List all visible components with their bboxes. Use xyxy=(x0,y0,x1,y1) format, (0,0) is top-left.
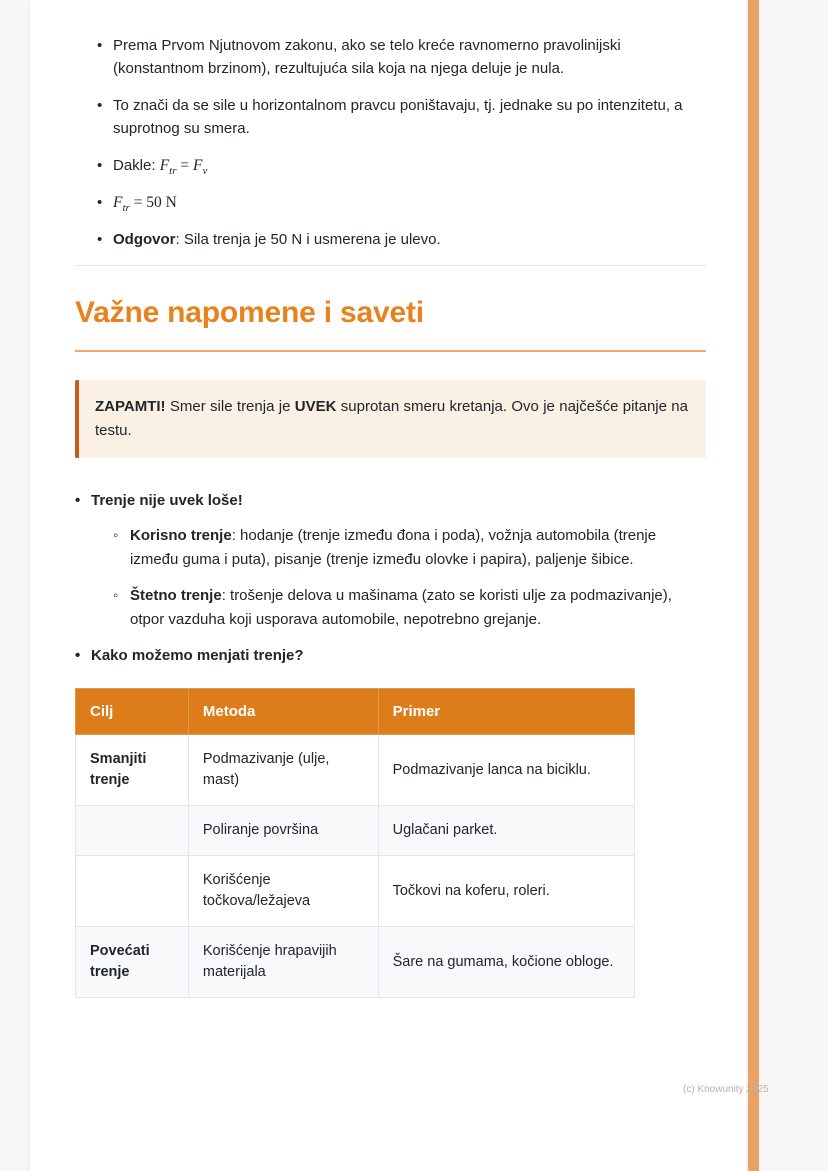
list-item xyxy=(75,489,706,631)
copyright-note: (c) Knowunity 2025 xyxy=(683,1084,769,1095)
answer-label: Odgovor xyxy=(113,231,176,248)
math-value: = 50 N xyxy=(129,194,177,211)
remember-callout xyxy=(75,380,706,458)
table-cell-primer: Uglačani parket. xyxy=(378,806,634,856)
table-cell-metoda: Podmazivanje (ulje, mast) xyxy=(188,735,378,806)
tip-title: Kako možemo menjati trenje? xyxy=(91,647,304,664)
list-item xyxy=(113,584,706,631)
bullet-text: Dakle: xyxy=(113,157,160,174)
sub-tips-list xyxy=(91,524,706,631)
table-row xyxy=(76,735,635,806)
side-accent-bar xyxy=(748,0,759,1171)
title-underline xyxy=(75,350,706,352)
table-cell-metoda: Korišćenje hrapavijih materijala xyxy=(188,927,378,998)
callout-text: suprotan smeru kretanja. Ovo je najčešće pitanje na testu. xyxy=(95,398,688,439)
answer-text: : Sila trenja je 50 N i usmerena je ulevo. xyxy=(175,231,441,248)
list-item xyxy=(96,228,706,251)
table-cell-cilj xyxy=(76,856,189,927)
table-cell-metoda: Korišćenje točkova/ležajeva xyxy=(188,856,378,927)
table-cell-primer: Točkovi na koferu, roleri. xyxy=(378,856,634,927)
table-header-row xyxy=(76,689,635,735)
table-cell-cilj xyxy=(76,806,189,856)
column-header-metoda: Metoda xyxy=(188,689,378,735)
table-row xyxy=(76,856,635,927)
list-item xyxy=(96,154,706,177)
solution-bullet-list xyxy=(96,34,706,251)
bullet-text: To znači da se sile u horizontalnom pravcu poništavaju, tj. jednake su po intenzitetu, a suprotnog su smera. xyxy=(113,97,683,137)
math-formula: $F_{tr}$ xyxy=(159,157,177,178)
table-cell-primer: Podmazivanje lanca na biciklu. xyxy=(378,735,634,806)
term-text: : hodanje (trenje između đona i poda), vožnja automobila (trenje između guma i puta), pisanje (trenje između olovke i papira), paljenje šibice. xyxy=(130,527,657,568)
callout-keyword: UVEK xyxy=(294,398,337,415)
table-row xyxy=(76,927,635,998)
list-item xyxy=(113,524,706,571)
callout-text: Smer sile trenja je xyxy=(165,398,295,415)
table-cell-metoda: Poliranje površina xyxy=(188,806,378,856)
section-divider xyxy=(75,265,706,266)
tip-title: Trenje nije uvek loše! xyxy=(91,492,243,509)
table-cell-cilj: Povećati trenje xyxy=(76,927,189,998)
math-equals: = xyxy=(176,157,193,174)
friction-methods-table xyxy=(75,688,635,998)
list-item xyxy=(96,34,706,80)
bullet-text: Prema Prvom Njutnovom zakonu, ako se telo kreće ravnomerno pravolinijski (konstantnom brzinom), rezultujuća sila koja na njega deluje je nula. xyxy=(113,37,621,77)
column-header-cilj: Cilj xyxy=(76,689,189,735)
term-label: Korisno trenje xyxy=(130,527,232,544)
math-formula: $F_v$ xyxy=(193,157,208,178)
table-cell-cilj: Smanjiti trenje xyxy=(76,735,189,806)
table-row xyxy=(76,806,635,856)
table-cell-primer: Šare na gumama, kočione obloge. xyxy=(378,927,634,998)
term-text: : trošenje delova u mašinama (zato se koristi ulje za podmazivanje), otpor vazduha koji usporava automobile, nepotrebno grejanje. xyxy=(130,587,672,628)
document-page xyxy=(30,0,746,1171)
list-item xyxy=(96,191,706,214)
list-item xyxy=(96,94,706,140)
callout-keyword: ZAPAMTI! xyxy=(95,398,166,415)
math-formula: $F_{tr}$ xyxy=(113,194,130,215)
tips-list xyxy=(75,489,706,667)
term-label: Štetno trenje xyxy=(130,587,222,604)
page-title: Važne napomene i saveti xyxy=(75,296,424,329)
list-item xyxy=(75,644,706,667)
column-header-primer: Primer xyxy=(378,689,634,735)
